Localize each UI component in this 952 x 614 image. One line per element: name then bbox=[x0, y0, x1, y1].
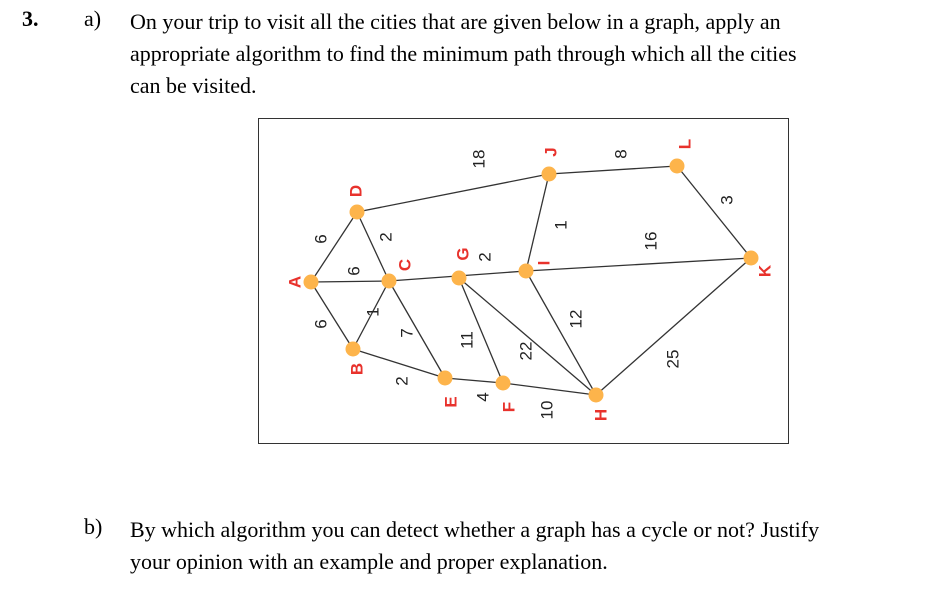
edge-g-h bbox=[459, 278, 596, 395]
edge-weight-label: 6 bbox=[344, 266, 364, 276]
node-label-c: C bbox=[395, 258, 415, 272]
edge-weight-label: 6 bbox=[311, 319, 331, 329]
node-k bbox=[744, 251, 759, 266]
question-number: 3. bbox=[22, 6, 39, 31]
node-c bbox=[382, 274, 397, 289]
edge-weight-label: 1 bbox=[363, 307, 383, 317]
edge-d-j bbox=[357, 174, 549, 212]
part-b-line: your opinion with an example and proper explanation. bbox=[130, 549, 608, 574]
node-label-l: L bbox=[675, 138, 695, 150]
edge-weight-label: 2 bbox=[392, 376, 412, 386]
part-a-text bbox=[130, 6, 930, 102]
edge-weight-label: 4 bbox=[473, 392, 493, 402]
node-label-e: E bbox=[441, 396, 461, 408]
edge-i-h bbox=[526, 271, 596, 395]
part-b-label: b) bbox=[84, 514, 103, 539]
part-a-line: appropriate algorithm to find the minimum path through which all the cities bbox=[130, 41, 797, 66]
edge-h-k bbox=[596, 258, 751, 395]
edge-weight-label: 12 bbox=[566, 309, 586, 329]
edge-weight-label: 16 bbox=[641, 231, 661, 251]
edge-a-c bbox=[311, 281, 389, 282]
node-j bbox=[542, 167, 557, 182]
part-b-text bbox=[130, 514, 930, 578]
edge-j-l bbox=[549, 166, 677, 174]
edge-weight-label: 1 bbox=[551, 220, 571, 230]
edge-f-h bbox=[503, 383, 596, 395]
edge-weight-label: 11 bbox=[457, 331, 477, 349]
edge-weight-label: 3 bbox=[717, 195, 737, 205]
node-label-k: K bbox=[755, 264, 775, 278]
node-g bbox=[452, 271, 467, 286]
edge-g-f bbox=[459, 278, 503, 383]
node-f bbox=[496, 376, 511, 391]
node-d bbox=[350, 205, 365, 220]
edge-a-b bbox=[311, 282, 353, 349]
part-a-label: a) bbox=[84, 6, 102, 31]
edge-i-k bbox=[526, 258, 751, 271]
node-label-i: I bbox=[534, 260, 554, 266]
node-label-a: A bbox=[285, 275, 305, 289]
node-label-d: D bbox=[346, 184, 366, 198]
edge-weight-label: 7 bbox=[397, 328, 417, 338]
node-a bbox=[304, 275, 319, 290]
edge-l-k bbox=[677, 166, 751, 258]
node-label-f: F bbox=[499, 401, 519, 413]
node-label-b: B bbox=[347, 362, 367, 376]
node-label-j: J bbox=[541, 147, 561, 157]
node-label-h: H bbox=[591, 408, 611, 422]
edge-weight-label: 25 bbox=[663, 349, 683, 369]
edge-weight-label: 18 bbox=[469, 149, 489, 169]
graph-svg bbox=[259, 119, 790, 445]
part-a-line: On your trip to visit all the cities that are given below in a graph, apply an bbox=[130, 9, 781, 34]
edge-j-i bbox=[526, 174, 549, 271]
node-label-g: G bbox=[453, 247, 473, 261]
node-b bbox=[346, 342, 361, 357]
node-l bbox=[670, 159, 685, 174]
node-e bbox=[438, 371, 453, 386]
edge-weight-label: 10 bbox=[537, 400, 557, 420]
part-a-line: can be visited. bbox=[130, 73, 257, 98]
node-h bbox=[589, 388, 604, 403]
edge-weight-label: 8 bbox=[611, 149, 631, 159]
edge-weight-label: 6 bbox=[311, 234, 331, 244]
node-i bbox=[519, 264, 534, 279]
part-b-line: By which algorithm you can detect whether a graph has a cycle or not? Justify bbox=[130, 517, 820, 542]
edge-weight-label: 2 bbox=[475, 252, 495, 262]
edge-e-f bbox=[445, 378, 503, 383]
graph-figure bbox=[258, 118, 789, 444]
edge-weight-label: 2 bbox=[376, 232, 396, 242]
edge-weight-label: 22 bbox=[516, 341, 536, 361]
